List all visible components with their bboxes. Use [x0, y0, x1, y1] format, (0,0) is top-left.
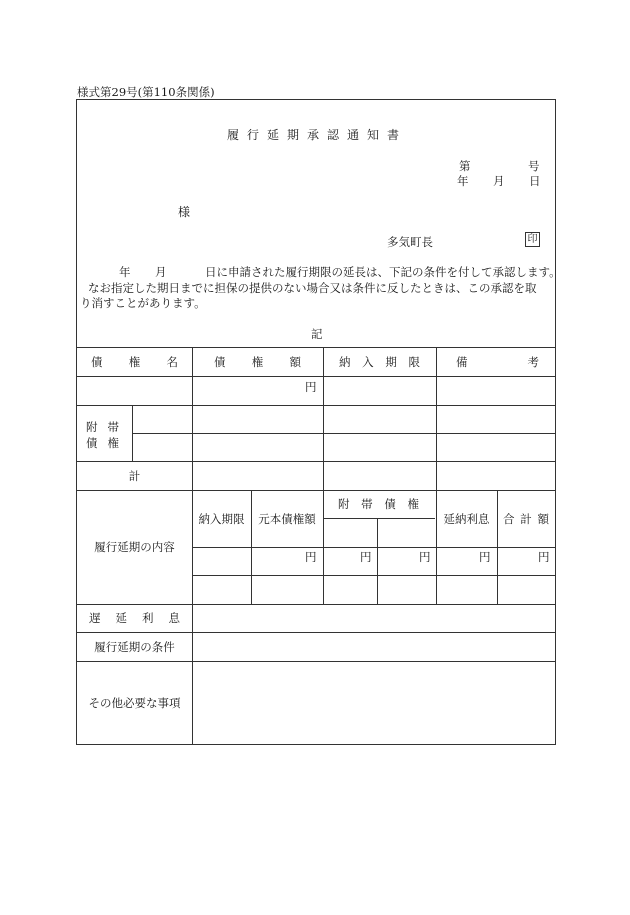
label-char: 延 — [115, 611, 127, 625]
saiken-label — [86, 435, 129, 451]
seal-mark: 印 — [525, 232, 540, 247]
label-char: 附 — [338, 497, 350, 511]
yen-unit: 円 — [479, 550, 491, 564]
issuer-name: 多気町長 — [387, 235, 433, 249]
body-line-1: 日に申請された履行期限の延長は、下記の条件を付して承認します。 — [205, 265, 561, 279]
other-matters-label: その他必要な事項 — [88, 696, 181, 710]
table-rule — [192, 547, 555, 548]
header-char: 期 — [385, 354, 397, 369]
fuzai-label — [86, 419, 129, 435]
label-char: 計 — [520, 511, 532, 526]
conditions-label: 履行延期の条件 — [94, 639, 175, 654]
header-char: 名 — [166, 354, 178, 369]
label-char: 息 — [168, 611, 180, 625]
header-char: 限 — [408, 354, 420, 369]
date-year-label: 年 — [457, 174, 469, 188]
total-label: 計 — [128, 468, 141, 483]
body-month-label: 月 — [155, 265, 167, 279]
header-char: 債 — [91, 354, 103, 369]
extension-contents-label: 履行延期の内容 — [94, 540, 175, 554]
header-claim-amount — [192, 347, 323, 376]
ki-label: 記 — [311, 327, 323, 341]
header-char: 納 — [339, 354, 351, 369]
label-char: 附 — [86, 420, 108, 434]
header-char: 考 — [527, 354, 539, 369]
label-char: 額 — [537, 511, 549, 526]
label-char: 帯 — [361, 497, 373, 511]
body-line-2: なお指定した期日までに担保の提供のない場合又は条件に反したときは、この承認を取 — [88, 281, 537, 295]
header-char: 権 — [128, 354, 141, 369]
yen-unit: 円 — [419, 550, 431, 564]
table-rule — [77, 376, 555, 377]
sub-header-accessory — [323, 490, 436, 518]
table-rule — [377, 518, 378, 604]
label-char: 債 — [384, 497, 396, 511]
header-claim-name — [77, 347, 192, 376]
label-char: 合 — [503, 511, 515, 526]
yen-unit: 円 — [538, 550, 550, 564]
table-rule — [323, 518, 435, 519]
ref-dai: 第 — [459, 159, 471, 173]
header-char: 備 — [456, 354, 468, 369]
label-char: 帯 — [107, 420, 129, 434]
table-rule — [132, 433, 555, 434]
sub-header-total — [497, 490, 555, 547]
sub-header-principal: 元本債権額 — [258, 511, 316, 526]
body-year-label: 年 — [119, 265, 131, 279]
table-rule — [192, 575, 555, 576]
sub-header-due-date: 納入期限 — [198, 511, 245, 526]
addressee-suffix: 様 — [178, 205, 191, 219]
header-due-date — [323, 347, 436, 376]
yen-unit: 円 — [305, 380, 317, 394]
header-char: 額 — [289, 354, 301, 369]
body-line-3: り消すことがあります。 — [80, 296, 206, 310]
sub-header-late-interest: 延納利息 — [443, 511, 490, 526]
table-rule — [77, 405, 555, 406]
date-day-label: 日 — [529, 174, 541, 188]
header-char: 権 — [251, 354, 264, 369]
label-char: 権 — [407, 497, 419, 511]
header-char: 債 — [214, 354, 226, 369]
header-char: 入 — [362, 354, 374, 369]
form-frame — [76, 99, 561, 745]
date-month-label: 月 — [493, 174, 505, 188]
document-title: 履行延期承認通知書 — [226, 128, 407, 142]
form-number: 様式第29号(第110条関係) — [77, 85, 215, 99]
label-char: 遅 — [89, 611, 101, 625]
label-char: 権 — [107, 436, 129, 450]
label-char: 債 — [86, 436, 108, 450]
yen-unit: 円 — [305, 550, 317, 564]
header-remarks — [436, 347, 555, 376]
yen-unit: 円 — [360, 550, 372, 564]
ref-go: 号 — [528, 159, 540, 173]
table-rule — [132, 405, 133, 461]
delay-interest-label — [77, 604, 192, 632]
label-char: 利 — [142, 611, 154, 625]
